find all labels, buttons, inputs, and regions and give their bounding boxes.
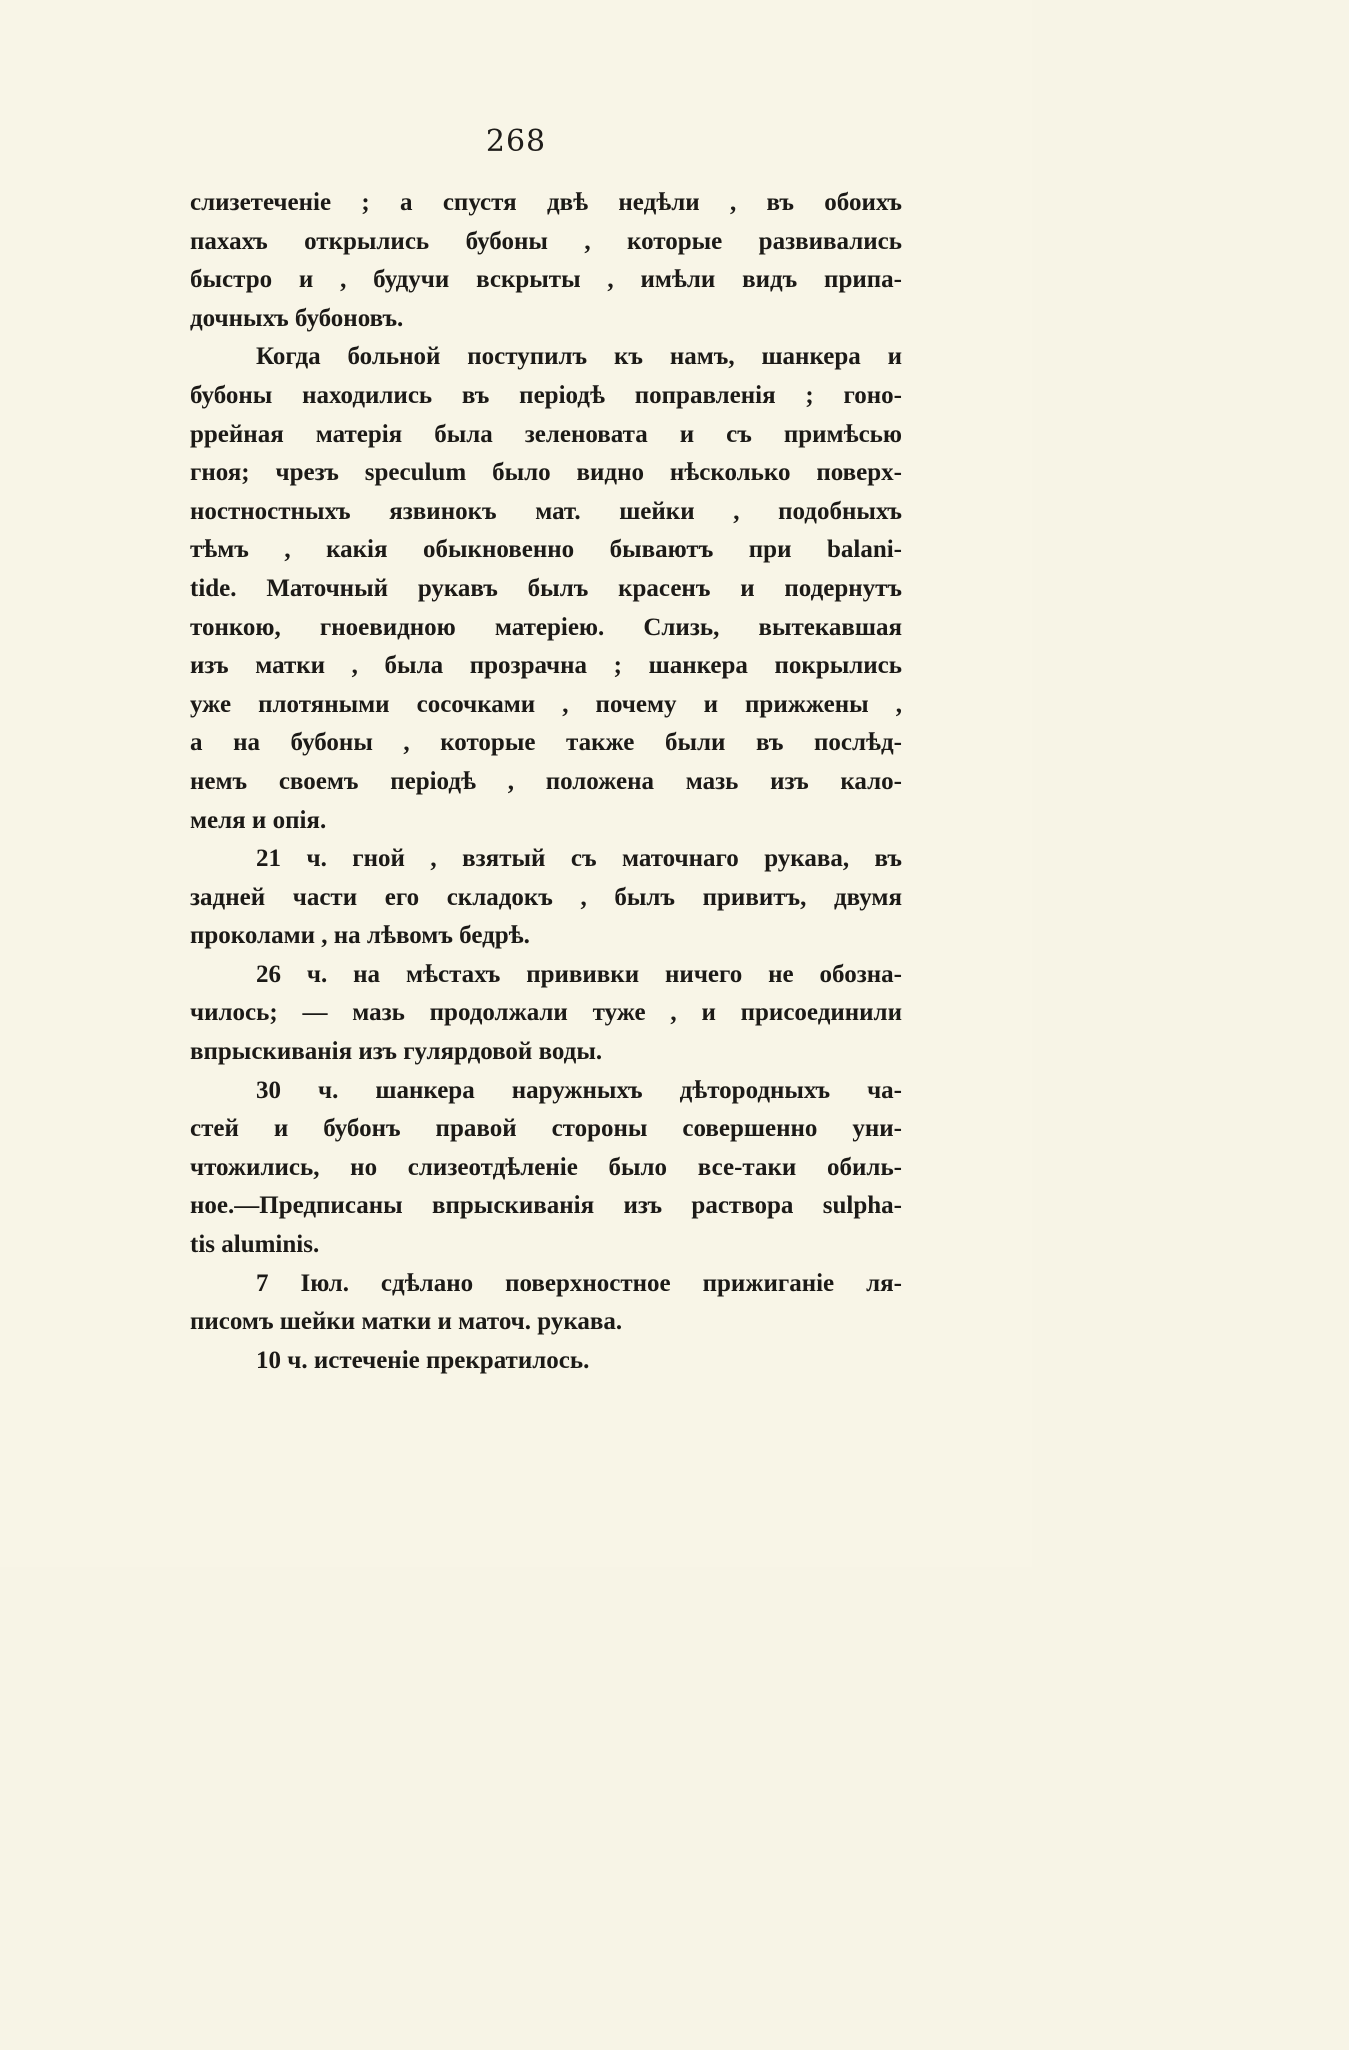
- text-line: tide. Маточный рукавъ былъ красенъ и подернутъ: [190, 574, 902, 602]
- text-line: гноя; чрезъ speculum было видно нѣсколько поверх-: [190, 459, 902, 487]
- text-line: 21 ч. гной , взятый съ маточнаго рукава, въ: [256, 845, 902, 873]
- text-line: задней части его складокъ , былъ привитъ, двумя: [190, 883, 902, 911]
- text-line: писомъ шейки матки и маточ. рукава.: [190, 1308, 623, 1336]
- text-line: стей и бубонъ правой стороны совершенно уни-: [190, 1115, 902, 1143]
- text-line: впрыскиванія изъ гулярдовой воды.: [190, 1038, 603, 1066]
- text-line: ррейная матерія была зеленовата и съ примѣсью: [190, 420, 902, 448]
- text-line: дочныхъ бубоновъ.: [190, 304, 404, 332]
- text-line: 26 ч. на мѣстахъ прививки ничего не обозна-: [256, 960, 902, 988]
- text-line: проколами , на лѣвомъ бедрѣ.: [190, 922, 530, 950]
- text-line: tis aluminis.: [190, 1231, 320, 1259]
- text-line: быстро и , будучи вскрыты , имѣли видъ припа-: [190, 266, 902, 294]
- text-line: ностностныхъ язвинокъ мат. шейки , подобныхъ: [190, 497, 902, 525]
- text-line: тѣмъ , какія обыкновенно бываютъ при balani-: [190, 536, 902, 564]
- text-line: 7 Іюл. сдѣлано поверхностное прижиганіе ля-: [256, 1269, 902, 1297]
- text-line: 30 ч. шанкера наружныхъ дѣтородныхъ ча-: [256, 1076, 902, 1104]
- text-line: уже плотяными сосочками , почему и прижжены ,: [190, 690, 902, 718]
- text-line: меля и опія.: [190, 806, 327, 834]
- text-line: чтожились, но слизеотдѣленіе было все-таки обиль-: [190, 1153, 902, 1181]
- text-line: ное.—Предписаны впрыскиванія изъ раствора sulpha-: [190, 1192, 902, 1220]
- body-text: [190, 184, 902, 1380]
- page-number: 268: [485, 124, 547, 159]
- text-line: изъ матки , была прозрачна ; шанкера покрылись: [190, 652, 902, 680]
- text-line: чилось; — мазь продолжали туже , и присоединили: [190, 999, 902, 1027]
- text-line: Когда больной поступилъ къ намъ, шанкера и: [256, 343, 902, 371]
- text-line: тонкою, гноевидною матеріею. Слизь, вытекавшая: [190, 613, 902, 641]
- text-line: бубоны находились въ періодѣ поправленія ; гоно-: [190, 381, 902, 409]
- text-line: 10 ч. истеченіе прекратилось.: [256, 1346, 590, 1374]
- text-line: а на бубоны , которые также были въ послѣд-: [190, 729, 902, 757]
- text-line: немъ своемъ періодѣ , положена мазь изъ кало-: [190, 767, 902, 795]
- text-line: пахахъ открылись бубоны , которые развивались: [190, 227, 902, 255]
- text-line: слизетеченіе ; а спустя двѣ недѣли , въ обоихъ: [190, 189, 902, 216]
